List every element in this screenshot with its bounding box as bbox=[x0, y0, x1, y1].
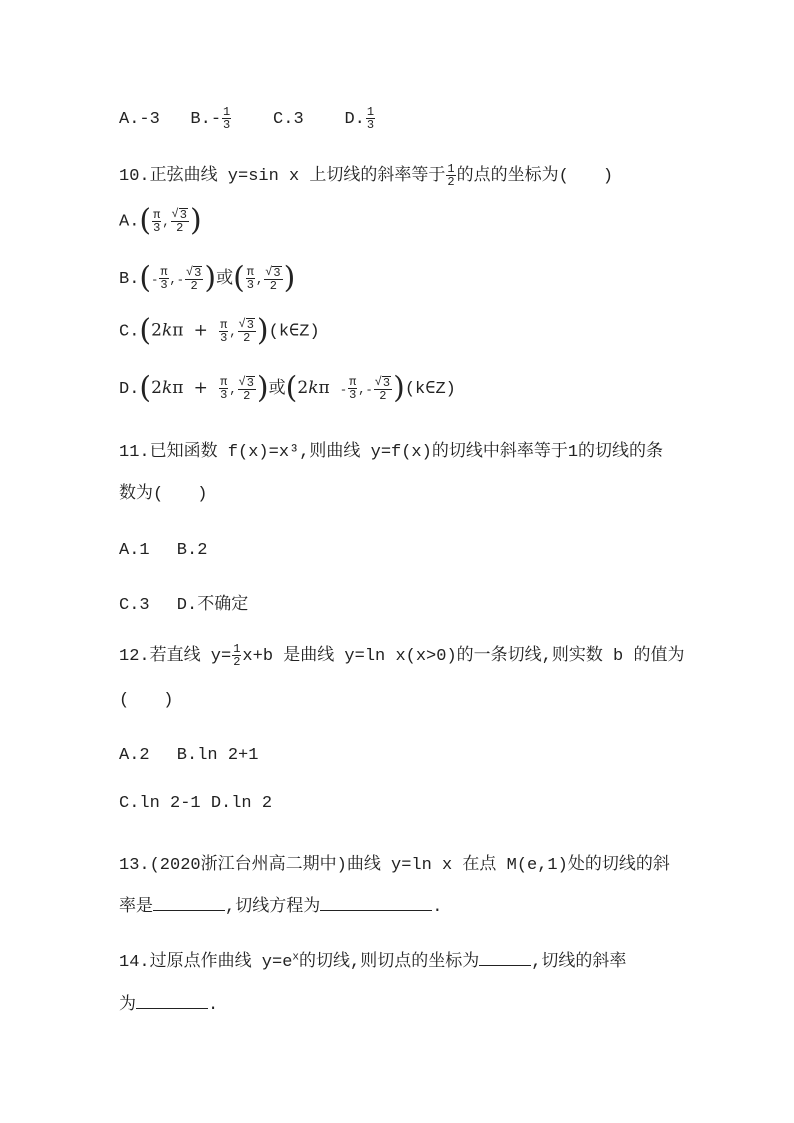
q9-option-d: D. bbox=[344, 109, 365, 129]
q14-stem-line2: 为 . bbox=[119, 996, 219, 1015]
q14-stem-line1: 14.过原点作曲线 $y=e^x$的切线,则切点的坐标为 ,切线的斜率 bbox=[119, 951, 627, 972]
q11-options-cd: C.3 D.不确定 bbox=[119, 596, 249, 615]
q12-stem-line1: 12.若直线 y= $\frac{1}{2}$ x+b 是曲线 y=ln x(x>0)的一条切线,则实数 b 的值为 bbox=[119, 642, 685, 670]
answer-blank[interactable] bbox=[153, 896, 225, 911]
q10-option-d: D.(2kπ + $\frac{\pi}{3}$ , √ 3 2 )或(2kπ - $\frac{\pi}{3}$ ,- √ 3 2 )(k∈Z) bbox=[119, 370, 456, 406]
q13-stem-line1: 13.(2020浙江台州高二期中)曲线 y=ln x 在点 M(e,1)处的切线的斜 bbox=[119, 856, 670, 875]
q10-option-a: A.( $\frac{\pi}{3}$ , √ 3 2 ) bbox=[119, 203, 202, 238]
q10-option-c: C.(2kπ + $\frac{\pi}{3}$ , √ 3 2 )(k∈Z) bbox=[119, 313, 320, 348]
q12-stem-line2: ( ) bbox=[119, 691, 174, 710]
q9-option-b: B. bbox=[190, 109, 211, 129]
q11-options-ab: A.1 B.2 bbox=[119, 541, 208, 560]
q13-stem-line2: 率是 ,切线方程为 . bbox=[119, 898, 443, 917]
answer-blank[interactable] bbox=[136, 994, 208, 1009]
q10-option-b: B.(- $\frac{\pi}{3}$ ,- √ 3 2 )或( $\frac{\pi}{3}$ , √ 3 2 ) bbox=[119, 260, 296, 296]
answer-blank[interactable] bbox=[479, 951, 531, 966]
fraction: $\frac{1}{2}$ bbox=[233, 642, 241, 670]
fraction: $\frac{1}{3}$ bbox=[366, 105, 375, 132]
q9-option-a: A.-3 bbox=[119, 109, 160, 129]
q12-options-ab: A.2 B.ln 2+1 bbox=[119, 746, 259, 765]
fraction: $\frac{1}{2}$ bbox=[447, 162, 455, 190]
q11-stem-line1: 11.已知函数 f(x)=x³,则曲线 y=f(x)的切线中斜率等于1的切线的条 bbox=[119, 443, 664, 462]
fraction: $\frac{1}{3}$ bbox=[223, 105, 231, 132]
q12-options-cd: C.ln 2-1 D.ln 2 bbox=[119, 794, 273, 813]
q9-option-c: C.3 bbox=[273, 109, 304, 129]
q10-stem: 10.正弦曲线 y=sin x 上切线的斜率等于 $\frac{1}{2}$ 的点的坐标为( ) bbox=[119, 162, 614, 190]
q11-stem-line2: 数为( ) bbox=[119, 485, 208, 504]
answer-blank[interactable] bbox=[320, 896, 432, 911]
q9-options: A.-3 B.- $\frac{1}{3}$ C.3 D. $\frac{1}{3}$ bbox=[119, 105, 375, 132]
